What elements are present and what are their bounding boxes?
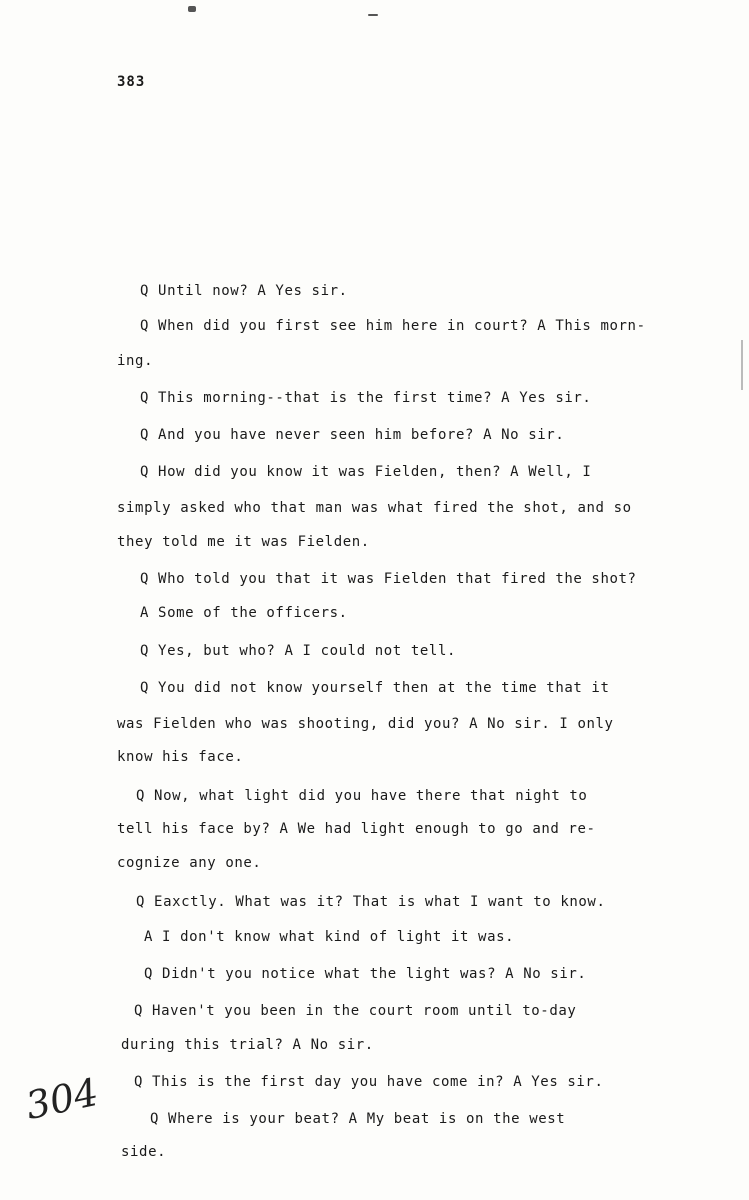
transcript-line: A Some of the officers. — [140, 605, 348, 621]
transcript-line: cognize any one. — [117, 855, 262, 871]
transcript-line: Q You did not know yourself then at the time that it — [140, 680, 610, 696]
scan-smudge — [368, 14, 378, 16]
transcript-line: Q Until now? A Yes sir. — [140, 283, 348, 299]
transcript-line: they told me it was Fielden. — [117, 534, 370, 550]
transcript-line: Q How did you know it was Fielden, then? A Well, I — [140, 464, 592, 480]
transcript-line: Q Eaxctly. What was it? That is what I want to know. — [136, 894, 606, 910]
transcript-line: simply asked who that man was what fired the shot, and so — [117, 500, 632, 516]
handwritten-margin-note: 304 — [22, 1069, 103, 1129]
transcript-line: Q Now, what light did you have there that night to — [136, 788, 588, 804]
transcript-line: during this trial? A No sir. — [121, 1037, 374, 1053]
transcript-line: Q This is the first day you have come in? A Yes sir. — [134, 1074, 604, 1090]
transcript-line: Q This morning--that is the first time? A Yes sir. — [140, 390, 592, 406]
transcript-line: Q Who told you that it was Fielden that fired the shot? — [140, 571, 637, 587]
transcript-line: Q When did you first see him here in court? A This morn- — [140, 318, 646, 334]
transcript-line: side. — [121, 1144, 167, 1160]
transcript-line: tell his face by? A We had light enough to go and re- — [117, 821, 596, 837]
transcript-line: know his face. — [117, 749, 244, 765]
transcript-line: ing. — [117, 353, 154, 369]
page-number: 383 — [117, 74, 146, 90]
transcript-line: Q Didn't you notice what the light was? A No sir. — [144, 966, 587, 982]
transcript-line: was Fielden who was shooting, did you? A No sir. I only — [117, 716, 614, 732]
transcript-line: Q Haven't you been in the court room until to-day — [134, 1003, 577, 1019]
transcript-line: Q Where is your beat? A My beat is on the west — [150, 1111, 566, 1127]
transcript-line: Q Yes, but who? A I could not tell. — [140, 643, 457, 659]
scan-smudge — [188, 6, 196, 12]
transcript-line: A I don't know what kind of light it was. — [144, 929, 515, 945]
transcript-line: Q And you have never seen him before? A No sir. — [140, 427, 565, 443]
scan-edge-mark — [741, 340, 743, 390]
